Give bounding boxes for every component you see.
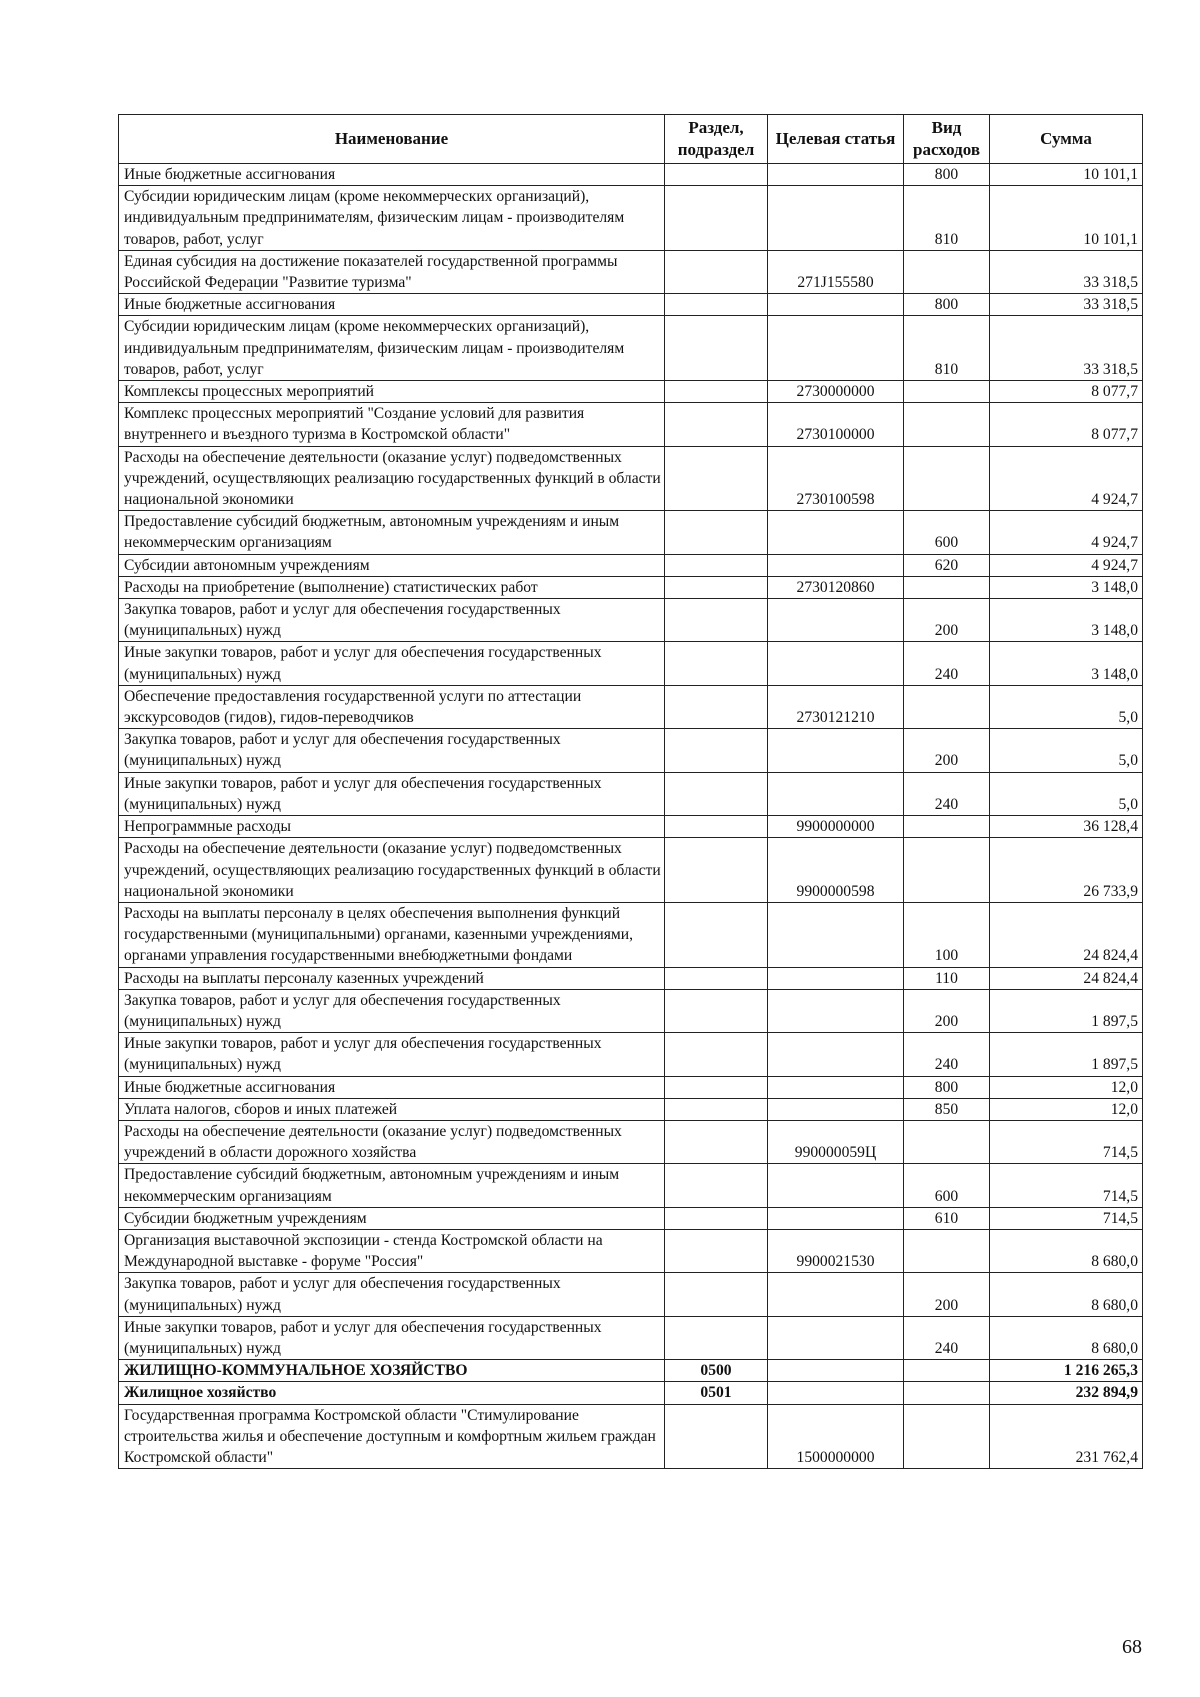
cell-sum: 10 101,1	[990, 164, 1143, 186]
cell-name: Иные закупки товаров, работ и услуг для обеспечения государственных (муниципальных) нужд	[119, 642, 665, 685]
cell-sum: 33 318,5	[990, 250, 1143, 293]
cell-target-article	[768, 1098, 904, 1120]
cell-section	[665, 186, 768, 251]
cell-expense-type	[904, 1382, 990, 1404]
cell-expense-type: 810	[904, 316, 990, 381]
cell-expense-type	[904, 685, 990, 728]
table-row	[119, 772, 1143, 815]
cell-target-article	[768, 1360, 904, 1382]
table-row	[119, 685, 1143, 728]
cell-sum: 8 077,7	[990, 381, 1143, 403]
cell-sum: 4 924,7	[990, 554, 1143, 576]
cell-sum: 5,0	[990, 772, 1143, 815]
table-row	[119, 250, 1143, 293]
table-row	[119, 554, 1143, 576]
cell-target-article: 9900021530	[768, 1229, 904, 1272]
cell-sum: 8 077,7	[990, 403, 1143, 446]
table-row	[119, 989, 1143, 1032]
cell-section	[665, 902, 768, 967]
cell-target-article: 9900000000	[768, 816, 904, 838]
cell-target-article	[768, 294, 904, 316]
cell-name: Иные закупки товаров, работ и услуг для обеспечения государственных (муниципальных) нужд	[119, 772, 665, 815]
cell-name: ЖИЛИЩНО-КОММУНАЛЬНОЕ ХОЗЯЙСТВО	[119, 1360, 665, 1382]
cell-target-article	[768, 642, 904, 685]
cell-section	[665, 164, 768, 186]
cell-expense-type	[904, 576, 990, 598]
cell-section	[665, 316, 768, 381]
cell-target-article: 2730100598	[768, 446, 904, 511]
cell-name: Непрограммные расходы	[119, 816, 665, 838]
cell-sum: 8 680,0	[990, 1316, 1143, 1359]
cell-target-article	[768, 554, 904, 576]
cell-sum: 4 924,7	[990, 446, 1143, 511]
cell-sum: 1 897,5	[990, 1033, 1143, 1076]
cell-section	[665, 1098, 768, 1120]
cell-section	[665, 816, 768, 838]
table-row	[119, 164, 1143, 186]
cell-sum: 1 216 265,3	[990, 1360, 1143, 1382]
table-row	[119, 816, 1143, 838]
cell-expense-type: 850	[904, 1098, 990, 1120]
cell-expense-type: 110	[904, 967, 990, 989]
cell-expense-type	[904, 1360, 990, 1382]
cell-name: Расходы на выплаты персоналу в целях обеспечения выполнения функций государственными (муниципальными) органами, казенными учреждениями, органами управления государственными внебюджетными фондами	[119, 902, 665, 967]
cell-name: Иные бюджетные ассигнования	[119, 1076, 665, 1098]
cell-expense-type: 240	[904, 642, 990, 685]
budget-table-sheet	[118, 114, 1142, 1469]
page-number: 68	[1122, 1636, 1142, 1658]
cell-expense-type: 800	[904, 294, 990, 316]
table-row	[119, 967, 1143, 989]
table-row	[119, 1164, 1143, 1207]
cell-target-article: 1500000000	[768, 1404, 904, 1469]
cell-sum: 1 897,5	[990, 989, 1143, 1032]
table-row	[119, 316, 1143, 381]
cell-sum: 24 824,4	[990, 902, 1143, 967]
cell-name: Государственная программа Костромской области "Стимулирование строительства жилья и обеспечение доступным и комфортным жильем граждан Костромской области"	[119, 1404, 665, 1469]
cell-name: Иные закупки товаров, работ и услуг для обеспечения государственных (муниципальных) нужд	[119, 1316, 665, 1359]
cell-name: Предоставление субсидий бюджетным, автономным учреждениям и иным некоммерческим организациям	[119, 511, 665, 554]
table-row	[119, 1098, 1143, 1120]
table-row	[119, 599, 1143, 642]
cell-name: Субсидии юридическим лицам (кроме некоммерческих организаций), индивидуальным предпринимателям, физическим лицам - производителям товаров, работ, услуг	[119, 186, 665, 251]
cell-target-article: 990000059Ц	[768, 1120, 904, 1163]
cell-section	[665, 989, 768, 1032]
cell-section	[665, 729, 768, 772]
cell-sum: 4 924,7	[990, 511, 1143, 554]
cell-expense-type: 800	[904, 1076, 990, 1098]
cell-expense-type	[904, 1404, 990, 1469]
cell-target-article	[768, 1382, 904, 1404]
cell-name: Расходы на выплаты персоналу казенных учреждений	[119, 967, 665, 989]
cell-section	[665, 1120, 768, 1163]
table-row	[119, 576, 1143, 598]
table-row	[119, 902, 1143, 967]
cell-name: Иные бюджетные ассигнования	[119, 294, 665, 316]
cell-target-article	[768, 186, 904, 251]
cell-sum: 24 824,4	[990, 967, 1143, 989]
cell-target-article	[768, 599, 904, 642]
cell-expense-type	[904, 250, 990, 293]
cell-section	[665, 967, 768, 989]
cell-section	[665, 1404, 768, 1469]
cell-section	[665, 511, 768, 554]
cell-expense-type: 810	[904, 186, 990, 251]
cell-target-article: 9900000598	[768, 838, 904, 903]
cell-target-article: 2730100000	[768, 403, 904, 446]
cell-name: Предоставление субсидий бюджетным, автономным учреждениям и иным некоммерческим организациям	[119, 1164, 665, 1207]
cell-sum: 231 762,4	[990, 1404, 1143, 1469]
table-row	[119, 381, 1143, 403]
cell-section	[665, 1207, 768, 1229]
cell-section	[665, 250, 768, 293]
cell-expense-type	[904, 1229, 990, 1272]
budget-table	[118, 114, 1143, 1469]
cell-section	[665, 1316, 768, 1359]
cell-expense-type: 240	[904, 1033, 990, 1076]
cell-name: Комплекс процессных мероприятий "Создание условий для развития внутреннего и въездного туризма в Костромской области"	[119, 403, 665, 446]
cell-expense-type: 100	[904, 902, 990, 967]
header-sum: Сумма	[990, 115, 1143, 164]
cell-expense-type: 620	[904, 554, 990, 576]
cell-target-article	[768, 902, 904, 967]
cell-name: Субсидии бюджетным учреждениям	[119, 1207, 665, 1229]
header-name: Наименование	[119, 115, 665, 164]
cell-name: Закупка товаров, работ и услуг для обеспечения государственных (муниципальных) нужд	[119, 1273, 665, 1316]
table-row	[119, 729, 1143, 772]
cell-target-article	[768, 729, 904, 772]
cell-sum: 3 148,0	[990, 576, 1143, 598]
cell-sum: 714,5	[990, 1120, 1143, 1163]
cell-name: Закупка товаров, работ и услуг для обеспечения государственных (муниципальных) нужд	[119, 989, 665, 1032]
cell-target-article	[768, 316, 904, 381]
cell-target-article	[768, 967, 904, 989]
header-expense-type: Вид расходов	[904, 115, 990, 164]
cell-sum: 714,5	[990, 1164, 1143, 1207]
cell-expense-type: 240	[904, 772, 990, 815]
cell-target-article	[768, 989, 904, 1032]
cell-expense-type	[904, 1120, 990, 1163]
cell-section	[665, 1229, 768, 1272]
cell-sum: 8 680,0	[990, 1229, 1143, 1272]
cell-section	[665, 838, 768, 903]
header-section: Раздел, подраздел	[665, 115, 768, 164]
cell-expense-type: 200	[904, 599, 990, 642]
cell-sum: 8 680,0	[990, 1273, 1143, 1316]
cell-expense-type	[904, 816, 990, 838]
cell-target-article: 2730000000	[768, 381, 904, 403]
cell-section	[665, 576, 768, 598]
table-row	[119, 1404, 1143, 1469]
cell-expense-type: 610	[904, 1207, 990, 1229]
table-row	[119, 1316, 1143, 1359]
cell-section: 0501	[665, 1382, 768, 1404]
cell-target-article	[768, 1273, 904, 1316]
cell-sum: 36 128,4	[990, 816, 1143, 838]
cell-expense-type	[904, 446, 990, 511]
cell-section	[665, 642, 768, 685]
cell-section	[665, 403, 768, 446]
cell-section	[665, 294, 768, 316]
cell-expense-type: 600	[904, 1164, 990, 1207]
cell-sum: 232 894,9	[990, 1382, 1143, 1404]
cell-target-article	[768, 1164, 904, 1207]
cell-name: Комплексы процессных мероприятий	[119, 381, 665, 403]
table-row	[119, 1229, 1143, 1272]
cell-target-article	[768, 1033, 904, 1076]
cell-section	[665, 1273, 768, 1316]
cell-expense-type: 800	[904, 164, 990, 186]
table-row	[119, 1360, 1143, 1382]
cell-sum: 5,0	[990, 685, 1143, 728]
table-row	[119, 403, 1143, 446]
cell-name: Иные закупки товаров, работ и услуг для обеспечения государственных (муниципальных) нужд	[119, 1033, 665, 1076]
table-row	[119, 446, 1143, 511]
cell-expense-type	[904, 403, 990, 446]
table-body	[119, 164, 1143, 1469]
cell-expense-type	[904, 381, 990, 403]
cell-section	[665, 1164, 768, 1207]
cell-sum: 33 318,5	[990, 316, 1143, 381]
cell-expense-type: 200	[904, 729, 990, 772]
table-row	[119, 294, 1143, 316]
cell-section	[665, 599, 768, 642]
table-row	[119, 1382, 1143, 1404]
cell-section	[665, 446, 768, 511]
cell-name: Уплата налогов, сборов и иных платежей	[119, 1098, 665, 1120]
cell-section	[665, 1033, 768, 1076]
cell-sum: 12,0	[990, 1098, 1143, 1120]
cell-section	[665, 554, 768, 576]
cell-expense-type	[904, 838, 990, 903]
cell-expense-type: 600	[904, 511, 990, 554]
cell-sum: 5,0	[990, 729, 1143, 772]
cell-target-article: 2730120860	[768, 576, 904, 598]
cell-target-article	[768, 164, 904, 186]
cell-sum: 12,0	[990, 1076, 1143, 1098]
cell-name: Жилищное хозяйство	[119, 1382, 665, 1404]
cell-sum: 3 148,0	[990, 599, 1143, 642]
cell-sum: 714,5	[990, 1207, 1143, 1229]
table-row	[119, 186, 1143, 251]
cell-name: Расходы на обеспечение деятельности (оказание услуг) подведомственных учреждений, осуществляющих реализацию государственных функций в области национальной экономики	[119, 838, 665, 903]
cell-target-article	[768, 1316, 904, 1359]
cell-name: Организация выставочной экспозиции - стенда Костромской области на Международной выставке - форуме "Россия"	[119, 1229, 665, 1272]
cell-name: Единая субсидия на достижение показателей государственной программы Российской Федерации "Развитие туризма"	[119, 250, 665, 293]
table-header-row	[119, 115, 1143, 164]
header-target-article: Целевая статья	[768, 115, 904, 164]
cell-sum: 10 101,1	[990, 186, 1143, 251]
cell-target-article: 2730121210	[768, 685, 904, 728]
cell-section	[665, 1076, 768, 1098]
cell-expense-type: 240	[904, 1316, 990, 1359]
cell-name: Субсидии юридическим лицам (кроме некоммерческих организаций), индивидуальным предпринимателям, физическим лицам - производителям товаров, работ, услуг	[119, 316, 665, 381]
cell-section	[665, 685, 768, 728]
table-row	[119, 1207, 1143, 1229]
table-row	[119, 1033, 1143, 1076]
cell-name: Субсидии автономным учреждениям	[119, 554, 665, 576]
table-row	[119, 1273, 1143, 1316]
cell-name: Иные бюджетные ассигнования	[119, 164, 665, 186]
cell-name: Закупка товаров, работ и услуг для обеспечения государственных (муниципальных) нужд	[119, 729, 665, 772]
cell-target-article	[768, 772, 904, 815]
cell-name: Обеспечение предоставления государственной услуги по аттестации экскурсоводов (гидов), гидов-переводчиков	[119, 685, 665, 728]
cell-name: Закупка товаров, работ и услуг для обеспечения государственных (муниципальных) нужд	[119, 599, 665, 642]
table-row	[119, 511, 1143, 554]
cell-target-article	[768, 1207, 904, 1229]
cell-name: Расходы на обеспечение деятельности (оказание услуг) подведомственных учреждений в области дорожного хозяйства	[119, 1120, 665, 1163]
cell-section	[665, 772, 768, 815]
cell-sum: 3 148,0	[990, 642, 1143, 685]
table-row	[119, 1120, 1143, 1163]
cell-expense-type: 200	[904, 1273, 990, 1316]
cell-sum: 33 318,5	[990, 294, 1143, 316]
table-row	[119, 1076, 1143, 1098]
cell-target-article	[768, 511, 904, 554]
cell-section: 0500	[665, 1360, 768, 1382]
cell-expense-type: 200	[904, 989, 990, 1032]
table-row	[119, 838, 1143, 903]
cell-target-article	[768, 1076, 904, 1098]
table-row	[119, 642, 1143, 685]
cell-name: Расходы на приобретение (выполнение) статистических работ	[119, 576, 665, 598]
cell-name: Расходы на обеспечение деятельности (оказание услуг) подведомственных учреждений, осуществляющих реализацию государственных функций в области национальной экономики	[119, 446, 665, 511]
cell-sum: 26 733,9	[990, 838, 1143, 903]
cell-section	[665, 381, 768, 403]
cell-target-article: 271J155580	[768, 250, 904, 293]
